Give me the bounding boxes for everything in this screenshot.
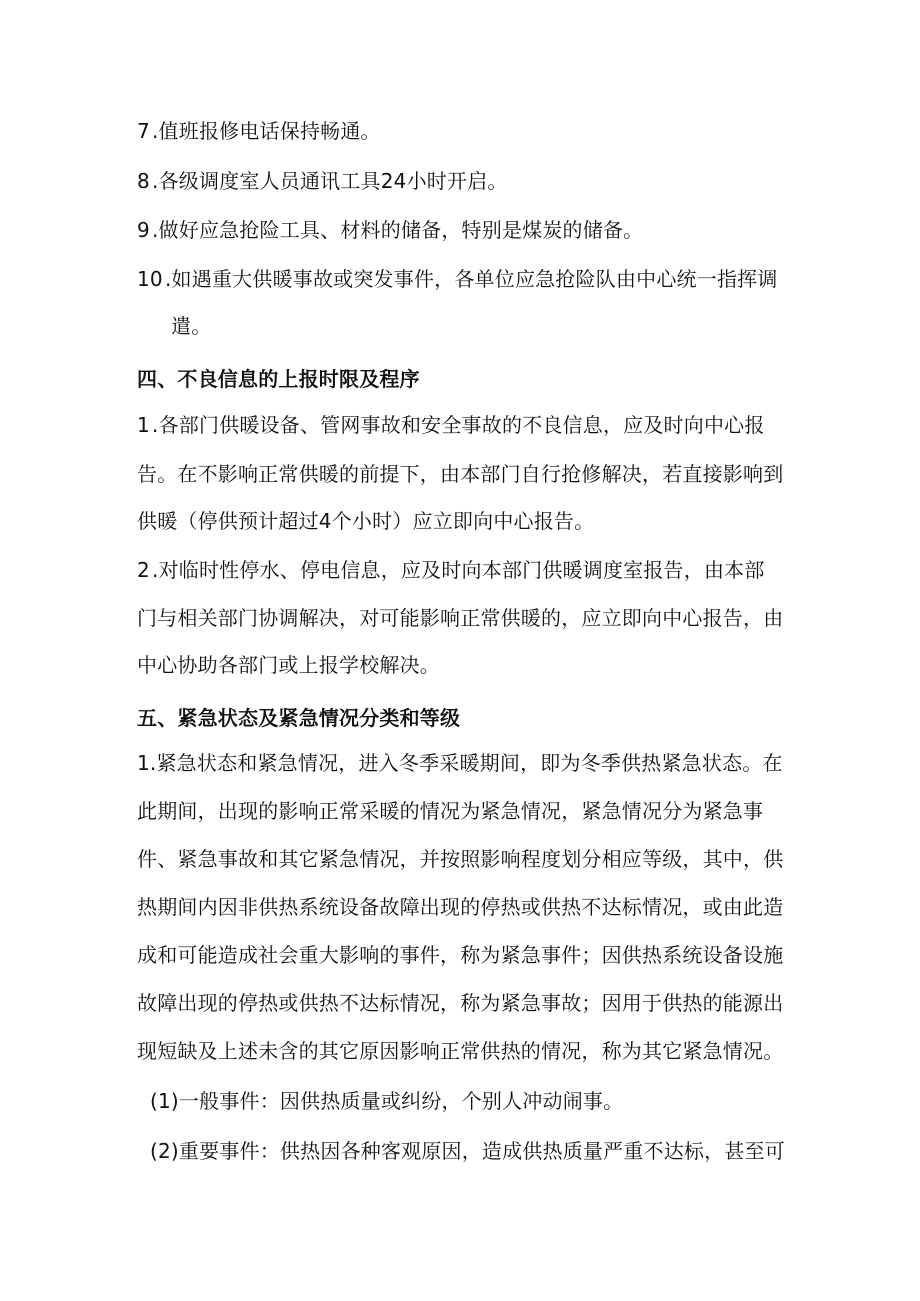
section5-paragraph-line-7: 现短缺及上述未含的其它原因影响正常供热的情况，称为其它紧急情况。 xyxy=(137,1039,784,1063)
section-heading-5: 五、紧急状态及紧急情况分类和等级 xyxy=(137,706,461,730)
item-text: .做好应急抢险工具、材料的储备，特别是煤炭的储备。 xyxy=(152,218,644,242)
item-number: 10 xyxy=(137,267,163,291)
section5-paragraph-line-6: 故障出现的停热或供热不达标情况，称为紧急事故；因用于供热的能源出 xyxy=(137,991,784,1015)
section4-item-2-line-3: 中心协助各部门或上报学校解决。 xyxy=(137,653,440,677)
section5-paragraph-line-5: 成和可能造成社会重大影响的事件，称为紧急事件；因供热系统设备设施 xyxy=(137,943,784,967)
item-number: 9 xyxy=(137,218,150,242)
item-number: 1 xyxy=(137,413,150,437)
section-heading-4: 四、不良信息的上报时限及程序 xyxy=(137,367,420,391)
item-number: 7 xyxy=(137,119,150,143)
item-text: 遣。 xyxy=(171,314,212,338)
section4-item-1-line-3: 供暖（停供预计超过4个小时）应立即向中心报告。 xyxy=(137,509,595,533)
item-number: 8 xyxy=(137,169,150,193)
item-number: 2 xyxy=(137,558,150,582)
item-text: .各部门供暖设备、管网事故和安全事故的不良信息，应及时向中心报 xyxy=(152,413,765,437)
section5-paragraph-line-4: 热期间内因非供热系统设备故障出现的停热或供热不达标情况，或由此造 xyxy=(137,895,784,919)
section5-sub-item-2: (2)重要事件：供热因各种客观原因，造成供热质量严重不达标，甚至可 xyxy=(150,1139,785,1163)
section5-sub-item-1: (1)一般事件：因供热质量或纠纷，个别人冲动闹事。 xyxy=(150,1089,624,1113)
section4-item-1-line-2: 告。在不影响正常供暖的前提下，由本部门自行抢修解决，若直接影响到 xyxy=(137,462,784,486)
section4-item-2-line-2: 门与相关部门协调解决，对可能影响正常供暖的，应立即向中心报告，由 xyxy=(137,606,784,630)
item-text: .如遇重大供暖事故或突发事件，各单位应急抢险队由中心统一指挥调 xyxy=(165,267,778,291)
item-text: .对临时性停水、停电信息，应及时向本部门供暖调度室报告，由本部 xyxy=(152,558,765,582)
section5-paragraph-line-2: 此期间，出现的影响正常采暖的情况为紧急情况，紧急情况分为紧急事 xyxy=(137,799,764,823)
section5-paragraph-line-1: 1.紧急状态和紧急情况，进入冬季采暖期间，即为冬季供热紧急状态。在 xyxy=(137,751,783,775)
section5-paragraph-line-3: 件、紧急事故和其它紧急情况，并按照影响程度划分相应等级，其中，供 xyxy=(137,847,784,871)
item-text: .各级调度室人员通讯工具24小时开启。 xyxy=(152,169,508,193)
item-text: .值班报修电话保持畅通。 xyxy=(152,119,381,143)
